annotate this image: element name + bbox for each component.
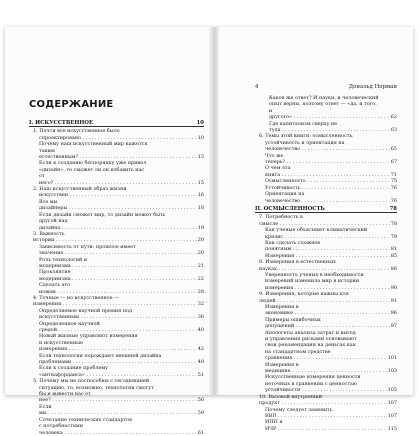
toc-entry <box>29 423 204 436</box>
toc-entry-title: Зависимость от пути: прошлое имеет <box>39 243 136 250</box>
toc-entry <box>255 291 397 304</box>
toc-entry-page: 32 <box>197 301 204 308</box>
toc-entry-title: Ориентация на человечество . . . <box>265 191 390 204</box>
toc-entry-page: 105 <box>387 387 397 394</box>
toc-entry-page: 36 <box>197 314 204 321</box>
toc-entry-title: с потребностями человека . . . <box>39 423 197 436</box>
toc-entry-page: 62 <box>390 114 397 121</box>
toc-entry-page: 21 <box>197 262 204 269</box>
toc-entry-title: «антиафорданса» . . . <box>39 372 197 378</box>
toc-entry-page: 19 <box>197 224 204 231</box>
toc-entry-page: 78 <box>389 205 397 212</box>
toc-entry-title: «дизайн», то сможет ли он избавить нас <box>39 166 145 173</box>
toc-entry-page: 107 <box>387 412 397 419</box>
toc-entry-title: Апологеты анализа затрат и выгод <box>265 329 356 336</box>
toc-entry-title: 1. Почти все искусственное было <box>33 128 120 135</box>
toc-entry-page: 59 <box>197 410 204 417</box>
toc-entry-page: 90 <box>390 284 397 291</box>
contents-heading: СОДЕРЖАНИЕ <box>29 99 114 110</box>
toc-entry-title: измерения . . . <box>265 285 390 291</box>
toc-entry-title: и другого» . . . <box>269 108 390 121</box>
toc-entry <box>255 153 397 166</box>
toc-entry-page: 115 <box>387 425 397 432</box>
toc-entry <box>255 394 397 407</box>
toc-entry-title: Сочетание технических стандартов <box>39 416 132 423</box>
toc-entry-page: 65 <box>390 146 397 153</box>
toc-entry-title: измерений изменила мир в истории <box>265 278 360 285</box>
toc-entry-title: Как сделать сложное понятным . . . <box>265 240 390 253</box>
toc-entry-title: Осмысленность . . . <box>265 178 390 184</box>
toc-entry-title: бы и вывести нас от нее? . . . <box>39 391 197 404</box>
toc-entry-title: значение . . . <box>39 250 197 256</box>
toc-entry-page: 75 <box>390 178 397 185</box>
toc-entry <box>29 282 204 295</box>
toc-entry-title: Почему наш искусственный мир кажется <box>39 141 148 148</box>
toc-entry <box>255 214 397 227</box>
toc-entry-title: Если мы . . . <box>39 404 197 417</box>
toc-entry-title: Прокляятие модернизма . . . <box>39 269 197 282</box>
toc-entry-title: и управления рисками основывают <box>265 336 357 343</box>
toc-entry-title: 9. Измерения, которые важны для людей . . . <box>259 291 390 304</box>
toc-entry <box>29 148 204 161</box>
toc-entry <box>255 191 397 204</box>
toc-entry-title: опыт верны, поэтому ответ — «да, и того, <box>269 101 377 108</box>
toc-entry <box>29 173 204 186</box>
toc-entry-title: спроектировано . . . <box>39 135 197 141</box>
toc-entry <box>255 165 397 178</box>
running-header <box>255 84 397 90</box>
toc-entry-page: 61 <box>197 429 204 436</box>
toc-entry-title: Искусственные измерения ценности <box>265 374 361 381</box>
toc-entry-page: 16 <box>197 192 204 199</box>
open-book <box>5 27 413 436</box>
toc-entry-title: Если к создание проблему <box>39 365 109 372</box>
toc-entry-page: 103 <box>387 368 397 375</box>
toc-entry-title: устойчивости . . . <box>265 387 387 393</box>
toc-entry-title: ситуацию, то, возможно, технологии смогут <box>39 384 154 391</box>
toc-entry <box>255 419 397 432</box>
toc-entry-title: О чем эта книга . . . <box>265 165 390 178</box>
toc-entry-title: искусствен . . . <box>39 192 197 198</box>
toc-entry-title: 5. Почему мы не поспособны с сегодняшней <box>33 378 149 385</box>
running-head-author: Дональд Норман <box>348 84 397 90</box>
right-page <box>219 27 413 432</box>
toc-entry <box>29 391 204 404</box>
toc-list-right <box>255 95 397 432</box>
toc-entry-page: 15 <box>197 179 204 186</box>
toc-entry-title: неточных в сравнении с ценностью <box>265 380 357 387</box>
toc-entry-title: II. ОСМЫСЛЕННОСТЬ <box>255 205 325 212</box>
toc-entry-title: Почему следует заменить ВВП . . . <box>265 407 387 420</box>
toc-entry-title: 4. Точные — но искусственное — измерения . . . <box>33 295 197 308</box>
toc-entry-page: 67 <box>390 159 397 166</box>
toc-entry-title: Что же теперь? . . . <box>265 153 390 166</box>
toc-entry-page: 97 <box>390 323 397 330</box>
toc-entry-page: 85 <box>390 252 397 259</box>
toc-entry-page: 76 <box>390 184 397 191</box>
toc-entry-title: Роль технологий и модернизма . . . <box>39 257 197 270</box>
toc-entry-title: 7. Потребность в смысле . . . <box>259 214 390 227</box>
toc-entry-title: Если дизайн сможет мир, то дизайн может быть <box>39 211 166 218</box>
toc-entry-title: на стандартном средстве сравнения . . . <box>265 349 387 362</box>
toc-entry-title: Измерения в медицине . . . <box>265 362 387 375</box>
toc-entry-page: 22 <box>197 275 204 282</box>
toc-entry-title: Сделать это новым . . . <box>39 282 197 295</box>
toc-entry-page: 40 <box>197 327 204 333</box>
toc-entry-title: и искусственные измерения . . . <box>39 340 197 353</box>
toc-list-left <box>29 118 204 436</box>
toc-entry-title: 6. Темы этой книги: осмысленность, <box>259 133 354 140</box>
toc-entry <box>255 349 397 362</box>
toc-entry <box>29 231 204 244</box>
toc-entry <box>255 407 397 420</box>
toc-entry-page: 28 <box>197 288 204 295</box>
toc-entry-title: 2. Наш искусственный образ жизни <box>33 186 127 193</box>
toc-entry-title: устойчивость и ориентация на человечество . . . <box>265 140 390 153</box>
toc-entry-page: 18 <box>197 205 204 212</box>
toc-entry <box>255 140 397 153</box>
toc-entry-title: свои рекомендации на деньгах как <box>265 342 356 349</box>
toc-entry-title: Определенное научной средой . . . <box>39 321 197 334</box>
toc-entry <box>29 321 204 334</box>
toc-entry-page: 78 <box>390 220 397 227</box>
toc-entry-page: 20 <box>197 250 204 257</box>
toc-entry-title: 10. Валовой внутренний продукт . . . <box>259 394 387 407</box>
page-number: 4 <box>255 84 259 90</box>
toc-entry-page: 10 <box>197 134 204 141</box>
toc-entry <box>255 362 397 375</box>
toc-entry-title: Устойчивость . . . <box>265 185 390 191</box>
toc-entry-page: 10 <box>196 120 204 126</box>
toc-entry <box>255 240 397 253</box>
toc-entry-page: 86 <box>390 265 397 272</box>
toc-entry-page: 48 <box>197 359 204 366</box>
toc-entry-title: Определяемое научной премия под <box>39 307 132 314</box>
toc-entry-title: Новый жизнью управляют измерения <box>39 333 138 340</box>
toc-entry-page: 101 <box>387 355 397 362</box>
toc-entry-title: Все мы дизайнеры . . . <box>39 199 197 212</box>
toc-entry <box>29 404 204 417</box>
toc-part-heading <box>29 120 204 127</box>
toc-entry-page: 56 <box>197 397 204 404</box>
toc-entry-title: искусственным . . . <box>39 314 197 320</box>
toc-entry-title: I. ИСКУССТВЕННОЕ <box>29 120 94 126</box>
book-spine <box>209 27 219 395</box>
toc-entry-title: Примеры ошибочных допущений . . . <box>265 317 390 330</box>
toc-part-heading <box>255 206 397 213</box>
toc-entry-title: другой над дизайна . . . <box>39 218 197 231</box>
toc-entry <box>29 295 204 308</box>
toc-entry-page: 71 <box>390 171 397 178</box>
toc-entry-page: 13 <box>197 154 204 161</box>
toc-entry-page: 79 <box>390 233 397 240</box>
left-page <box>5 27 209 436</box>
toc-entry-title: Как ученые объясняют климатический <box>265 227 368 234</box>
toc-entry-title: ИПП и ИЧР . . . <box>265 419 387 432</box>
toc-entry <box>29 340 204 353</box>
toc-entry-page: 20 <box>197 237 204 244</box>
toc-entry-title: Если технологии порождают внешней дизайна <box>39 352 162 359</box>
toc-entry-title: Если к созданию беспорядку уже привел <box>39 160 147 167</box>
toc-entry-title: таким естественным? . . . <box>39 148 197 161</box>
toc-entry <box>255 259 397 272</box>
toc-entry-title: кризис . . . <box>265 234 390 240</box>
toc-entry-page: 107 <box>387 400 397 407</box>
toc-entry <box>29 257 204 270</box>
toc-entry <box>29 199 204 212</box>
toc-entry-title: Каков же ответ? И науки, и человеческий <box>269 95 379 101</box>
toc-entry-title: Где капитализм сверху не туда . . . <box>269 121 390 134</box>
toc-entry <box>255 317 397 330</box>
toc-entry-title: Измерения . . . <box>265 253 390 259</box>
toc-entry-title: 8. Измерения в естественных науках . . . <box>259 259 390 272</box>
toc-entry-title: 3. Важность истории . . . <box>33 231 197 244</box>
toc-entry-title: проблемами . . . <box>39 359 197 365</box>
toc-entry-page: 91 <box>390 297 397 304</box>
toc-entry-page: 51 <box>197 371 204 378</box>
toc-entry <box>255 121 397 134</box>
toc-entry-page: 63 <box>390 127 397 134</box>
toc-entry <box>255 108 397 121</box>
toc-entry-title: от него? . . . <box>39 173 197 186</box>
toc-entry-page: 76 <box>390 197 397 204</box>
toc-entry-title: Уверенность ученых в необходимости <box>265 271 364 278</box>
toc-entry-page: 96 <box>390 310 397 317</box>
toc-entry <box>29 218 204 231</box>
toc-entry <box>29 269 204 282</box>
toc-entry <box>255 304 397 317</box>
toc-entry-page: 42 <box>197 346 204 353</box>
toc-entry-title: Измерения в экономике . . . <box>265 304 390 317</box>
toc-entry-page: 81 <box>390 246 397 253</box>
